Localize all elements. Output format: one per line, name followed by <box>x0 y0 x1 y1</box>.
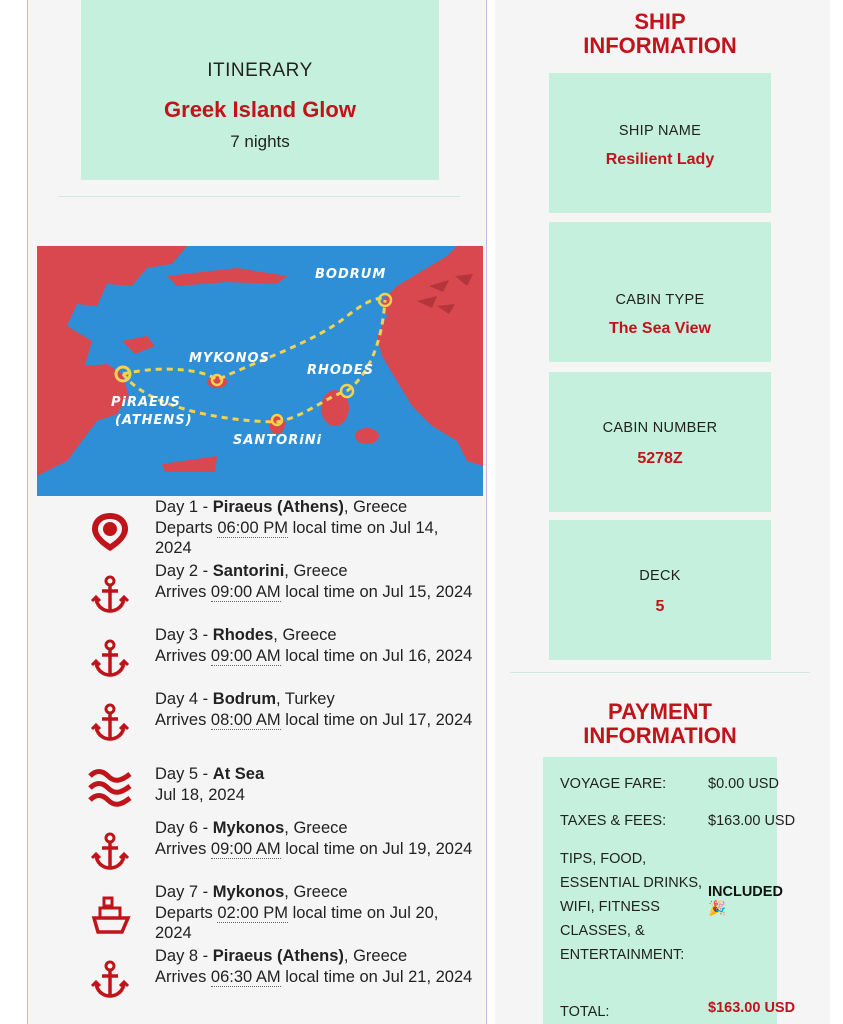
day-number: Day 7 - <box>155 883 213 901</box>
day-number: Day 1 - <box>155 498 213 516</box>
extras-line: CLASSES, & <box>560 923 645 939</box>
itinerary-name: Greek Island Glow <box>164 97 356 122</box>
cabin-type-value: The Sea View <box>609 320 711 337</box>
taxes-label: TAXES & FEES: <box>560 813 667 829</box>
day-time: 08:00 AM <box>210 710 281 729</box>
ship-title-line2: INFORMATION <box>583 33 737 58</box>
location-pin-icon <box>86 507 134 555</box>
itinerary-label: ITINERARY <box>207 60 313 81</box>
day-number: Day 4 - <box>155 690 213 708</box>
total-label: TOTAL: <box>560 1004 610 1020</box>
day-text <box>155 561 475 602</box>
voyage-fare-label: VOYAGE FARE: <box>560 776 667 792</box>
map-label-mykonos: MYKONOS <box>189 351 270 366</box>
day-country: , Greece <box>343 498 408 516</box>
deck-card <box>549 520 771 660</box>
itinerary-card <box>81 0 439 180</box>
day-date: local time on Jul 17, 2024 <box>280 710 473 729</box>
route-map <box>37 246 483 496</box>
day-country: , Greece <box>273 626 337 644</box>
ship-title-line1: SHIP <box>634 9 686 34</box>
day-date: local time on Jul 21, 2024 <box>280 967 473 986</box>
payment-title-line1: PAYMENT <box>608 699 712 724</box>
anchor-icon <box>86 956 134 1004</box>
day-text <box>155 764 475 805</box>
day-port: Santorini <box>212 562 285 580</box>
extras-value <box>708 884 783 917</box>
anchor-icon <box>86 635 134 683</box>
cabin-number-card <box>549 372 771 512</box>
extras-line: ESSENTIAL DRINKS, <box>560 875 703 891</box>
anchor-icon <box>86 828 134 876</box>
day-date: local time on Jul 16, 2024 <box>280 646 473 665</box>
day-date: local time on Jul 14, 2024 <box>155 518 439 557</box>
payment-info-title <box>535 700 785 748</box>
day-date: local time on Jul 19, 2024 <box>280 839 473 858</box>
day-port: Bodrum <box>212 690 277 708</box>
day-number: Day 3 - <box>155 626 213 644</box>
day-port: At Sea <box>212 765 265 783</box>
map-label-athens: (ATHENS) <box>115 413 193 428</box>
day-action: Arrives <box>155 646 211 665</box>
day-action: Arrives <box>155 582 211 601</box>
route-map-graphic <box>37 246 483 496</box>
included-text: INCLUDED <box>708 884 783 900</box>
day-text <box>155 882 475 944</box>
day-time: 09:00 AM <box>210 582 281 601</box>
extras-line: WIFI, FITNESS <box>560 899 660 915</box>
day-port: Piraeus (Athens) <box>212 498 344 516</box>
day-time: 09:00 AM <box>210 839 281 858</box>
day-text <box>155 818 475 859</box>
map-label-bodrum: BODRUM <box>315 267 387 282</box>
ship-name-value: Resilient Lady <box>605 151 715 168</box>
day-country: , Greece <box>343 947 408 965</box>
day-port: Piraeus (Athens) <box>212 947 344 965</box>
cabin-type-card <box>549 222 771 362</box>
day-text <box>155 497 475 559</box>
day-number: Day 5 - <box>155 765 213 783</box>
map-label-santorini: SANTORiNi <box>233 433 323 448</box>
day-country: , Greece <box>284 883 348 901</box>
day-text <box>155 946 475 987</box>
day-number: Day 6 - <box>155 819 213 837</box>
day-date: Jul 18, 2024 <box>155 785 245 804</box>
cabin-number-label: CABIN NUMBER <box>602 420 718 436</box>
taxes-value: $163.00 USD <box>708 813 796 829</box>
day-action: Departs <box>155 518 218 537</box>
cabin-number-value: 5278Z <box>637 450 683 467</box>
ship-icon <box>86 892 134 940</box>
ship-name-label: SHIP NAME <box>618 123 702 139</box>
day-action: Arrives <box>155 839 211 858</box>
day-time: 06:30 AM <box>210 967 281 986</box>
map-label-piraeus: PiRAEUS <box>111 395 181 410</box>
day-number: Day 8 - <box>155 947 213 965</box>
payment-title-line2: INFORMATION <box>583 723 737 748</box>
party-popper-icon: 🎉 <box>708 901 727 917</box>
day-time: 06:00 PM <box>217 518 288 537</box>
day-date: local time on Jul 15, 2024 <box>280 582 473 601</box>
day-time: 02:00 PM <box>217 903 288 922</box>
anchor-icon <box>86 571 134 619</box>
extras-line: ENTERTAINMENT: <box>560 947 685 963</box>
day-port: Mykonos <box>212 819 285 837</box>
day-country: , Greece <box>284 562 348 580</box>
day-text <box>155 625 475 666</box>
day-number: Day 2 - <box>155 562 213 580</box>
divider <box>58 196 460 197</box>
day-country: , Turkey <box>276 690 335 708</box>
divider <box>510 672 810 673</box>
ship-info-title <box>535 10 785 58</box>
day-date: local time on Jul 20, 2024 <box>155 903 439 942</box>
deck-value: 5 <box>655 598 665 615</box>
day-time: 09:00 AM <box>210 646 281 665</box>
day-action: Arrives <box>155 710 211 729</box>
voyage-fare-value: $0.00 USD <box>708 776 779 792</box>
day-port: Rhodes <box>212 626 274 644</box>
extras-label <box>560 847 702 967</box>
day-port: Mykonos <box>212 883 285 901</box>
waves-icon <box>86 764 134 812</box>
anchor-icon <box>86 699 134 747</box>
total-value: $163.00 USD <box>708 1000 796 1016</box>
day-country: , Greece <box>284 819 348 837</box>
itinerary-nights: 7 nights <box>230 132 290 151</box>
day-action: Departs <box>155 903 218 922</box>
cabin-type-label: CABIN TYPE <box>615 292 705 308</box>
day-text <box>155 689 475 730</box>
day-action: Arrives <box>155 967 211 986</box>
deck-label: DECK <box>639 568 681 584</box>
extras-line: TIPS, FOOD, <box>560 851 647 867</box>
map-label-rhodes: RHODES <box>307 363 374 378</box>
ship-name-card <box>549 73 771 213</box>
